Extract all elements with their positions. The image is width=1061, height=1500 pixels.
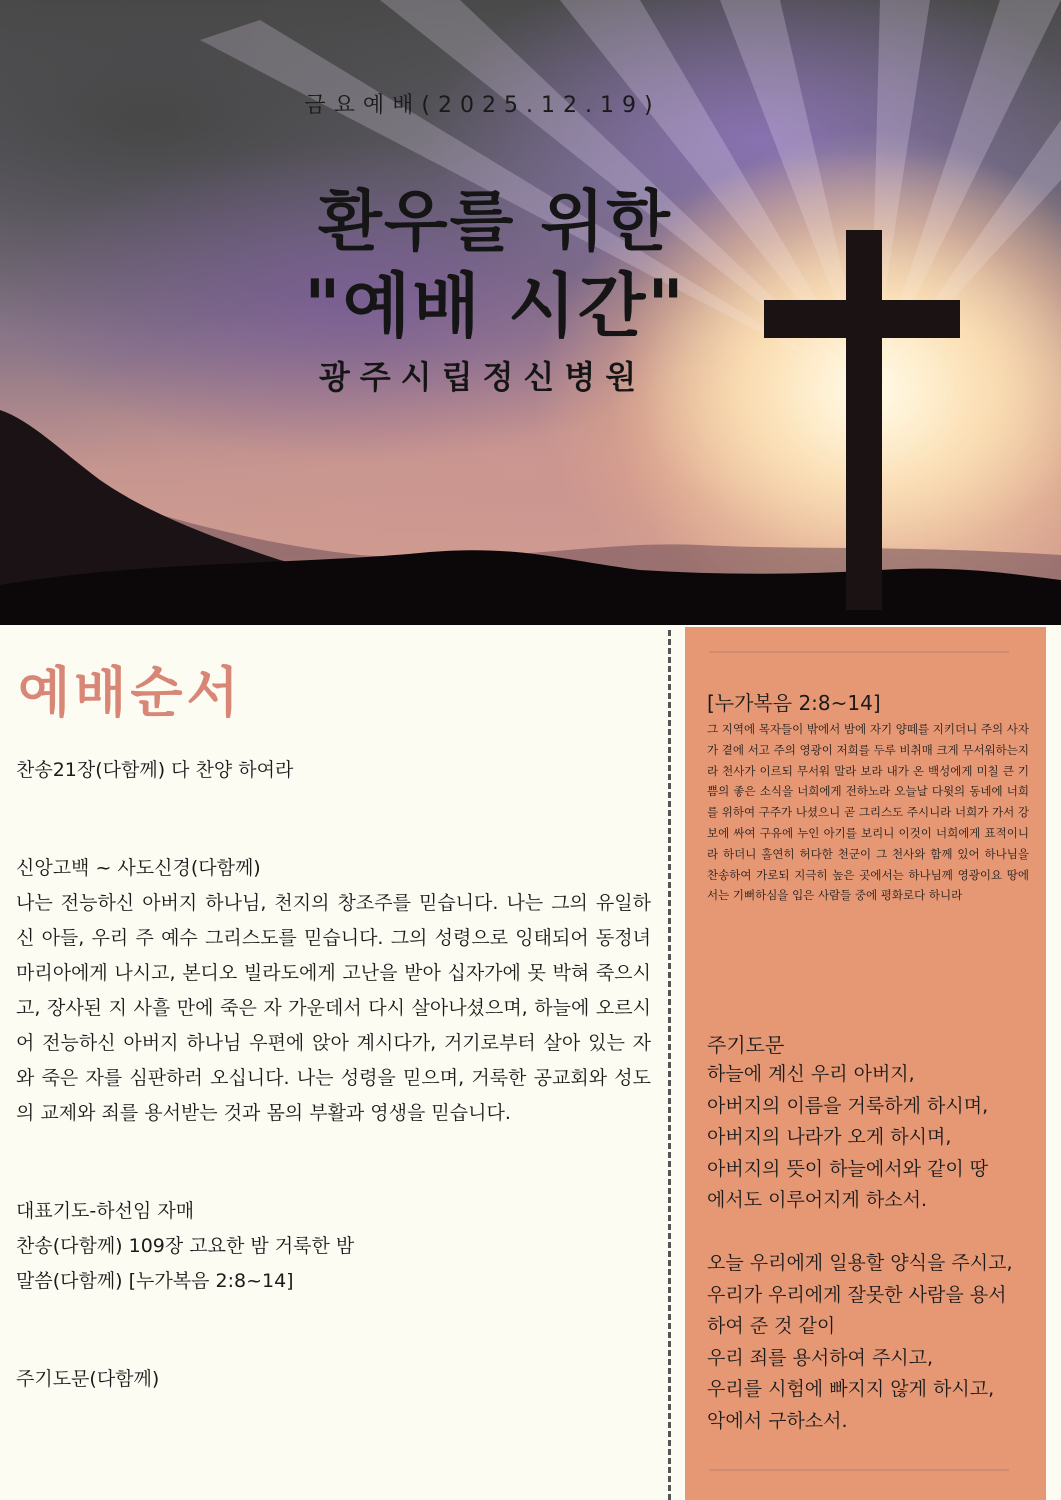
- prayer-line: 오늘 우리에게 일용할 양식을 주시고,: [707, 1252, 1013, 1274]
- prayer-line: 에서도 이루어지게 하소서.: [707, 1189, 928, 1211]
- scripture-text: 그 지역에 목자들이 밖에서 밤에 자기 양떼를 지키더니 주의 사자가 곁에 서고 주의 영광이 저희를 두루 비취매 크게 무서워하는지라 천사가 이르되 무서워 말라 보라 내가 온 백성에게 미칠 큰 기쁨의 좋은 소식을 너희에게 전하노라 오늘날 다윗의 동네에 너희를 위하여 구주가 나셨으니 곧 그리스도 주시니라 너희가 가서 강보에 싸여 구유에 누인 아기를 보리니 이것이 너희에게 표적이니라 하더니 홀연히 허다한 천군이 그 천사와 함께 있어 하나님을 찬송하여 가로되 지극히 높은 곳에서는 하나님께 영광이요 땅에서는 기뻐하심을 입은 사람들 중에 평화로다 하니라: [707, 722, 1029, 903]
- hero-banner: [0, 0, 1061, 625]
- scripture-panel: [685, 627, 1046, 1500]
- lords-prayer-heading: 주기도문: [707, 1033, 785, 1057]
- hospital-name: 광주시립정신병원: [318, 358, 647, 396]
- panel-rule-top: [709, 651, 1009, 653]
- prayer-line: 아버지의 뜻이 하늘에서와 같이 땅: [707, 1157, 989, 1180]
- service-date: 금요예배(2025.12.19): [304, 93, 661, 118]
- order-sermon: 말씀(다함께) [누가복음 2:8~14]: [16, 1270, 294, 1292]
- order-title: 예배순서: [18, 660, 243, 724]
- prayer-line: 우리를 시험에 빠지지 않게 하시고,: [707, 1378, 995, 1400]
- prayer-line-blank: [707, 1217, 1037, 1249]
- prayer-line: 하늘에 계신 우리 아버지,: [707, 1063, 915, 1085]
- hero-title-line2: "예배 시간": [304, 265, 686, 347]
- dashed-divider: [668, 630, 671, 1500]
- order-of-service: [16, 650, 656, 1397]
- prayer-line: 하여 준 것 같이: [707, 1315, 836, 1337]
- prayer-line: 악에서 구하소서.: [707, 1409, 848, 1432]
- order-lords-prayer: 주기도문(다함께): [16, 1368, 160, 1390]
- scripture-heading: [누가복음 2:8~14]: [707, 691, 881, 715]
- lords-prayer-text: [707, 1059, 1037, 1437]
- order-hymn1: 찬송21장(다함께) 다 찬양 하여라: [16, 759, 294, 781]
- hero-title-line1: 환우를 위한: [318, 183, 672, 260]
- order-creed-head: 신앙고백 ~ 사도신경(다함께): [16, 857, 261, 879]
- order-creed-text: 나는 전능하신 아버지 하나님, 천지의 창조주를 믿습니다. 나는 그의 유일하신 아들, 우리 주 예수 그리스도를 믿습니다. 그의 성령으로 잉태되어 동정녀 마리아에게 나시고, 본디오 빌라도에게 고난을 받아 십자가에 못 박혀 죽으시고, 장사된 지 사흘 만에 죽은 자 가운데서 다시 살아나셨으며, 하늘에 오르시어 전능하신 아버지 하나님 우편에 앉아 계시다가, 거기로부터 살아 있는 자와 죽은 자를 심판하러 오십니다. 나는 성령을 믿으며, 거룩한 공교회와 성도의 교제와 죄를 용서받는 것과 몸의 부활과 영생을 믿습니다.: [16, 892, 651, 1124]
- order-prayer-lead: 대표기도-하선임 자매: [16, 1200, 195, 1222]
- order-hymn2: 찬송(다함께) 109장 고요한 밤 거룩한 밤: [16, 1235, 355, 1257]
- panel-rule-bottom: [709, 1469, 1009, 1471]
- prayer-line: 우리가 우리에게 잘못한 사람을 용서: [707, 1283, 1007, 1306]
- prayer-line: 우리 죄를 용서하여 주시고,: [707, 1346, 934, 1369]
- prayer-line: 아버지의 이름을 거룩하게 하시며,: [707, 1094, 989, 1117]
- prayer-line: 아버지의 나라가 오게 하시며,: [707, 1126, 952, 1148]
